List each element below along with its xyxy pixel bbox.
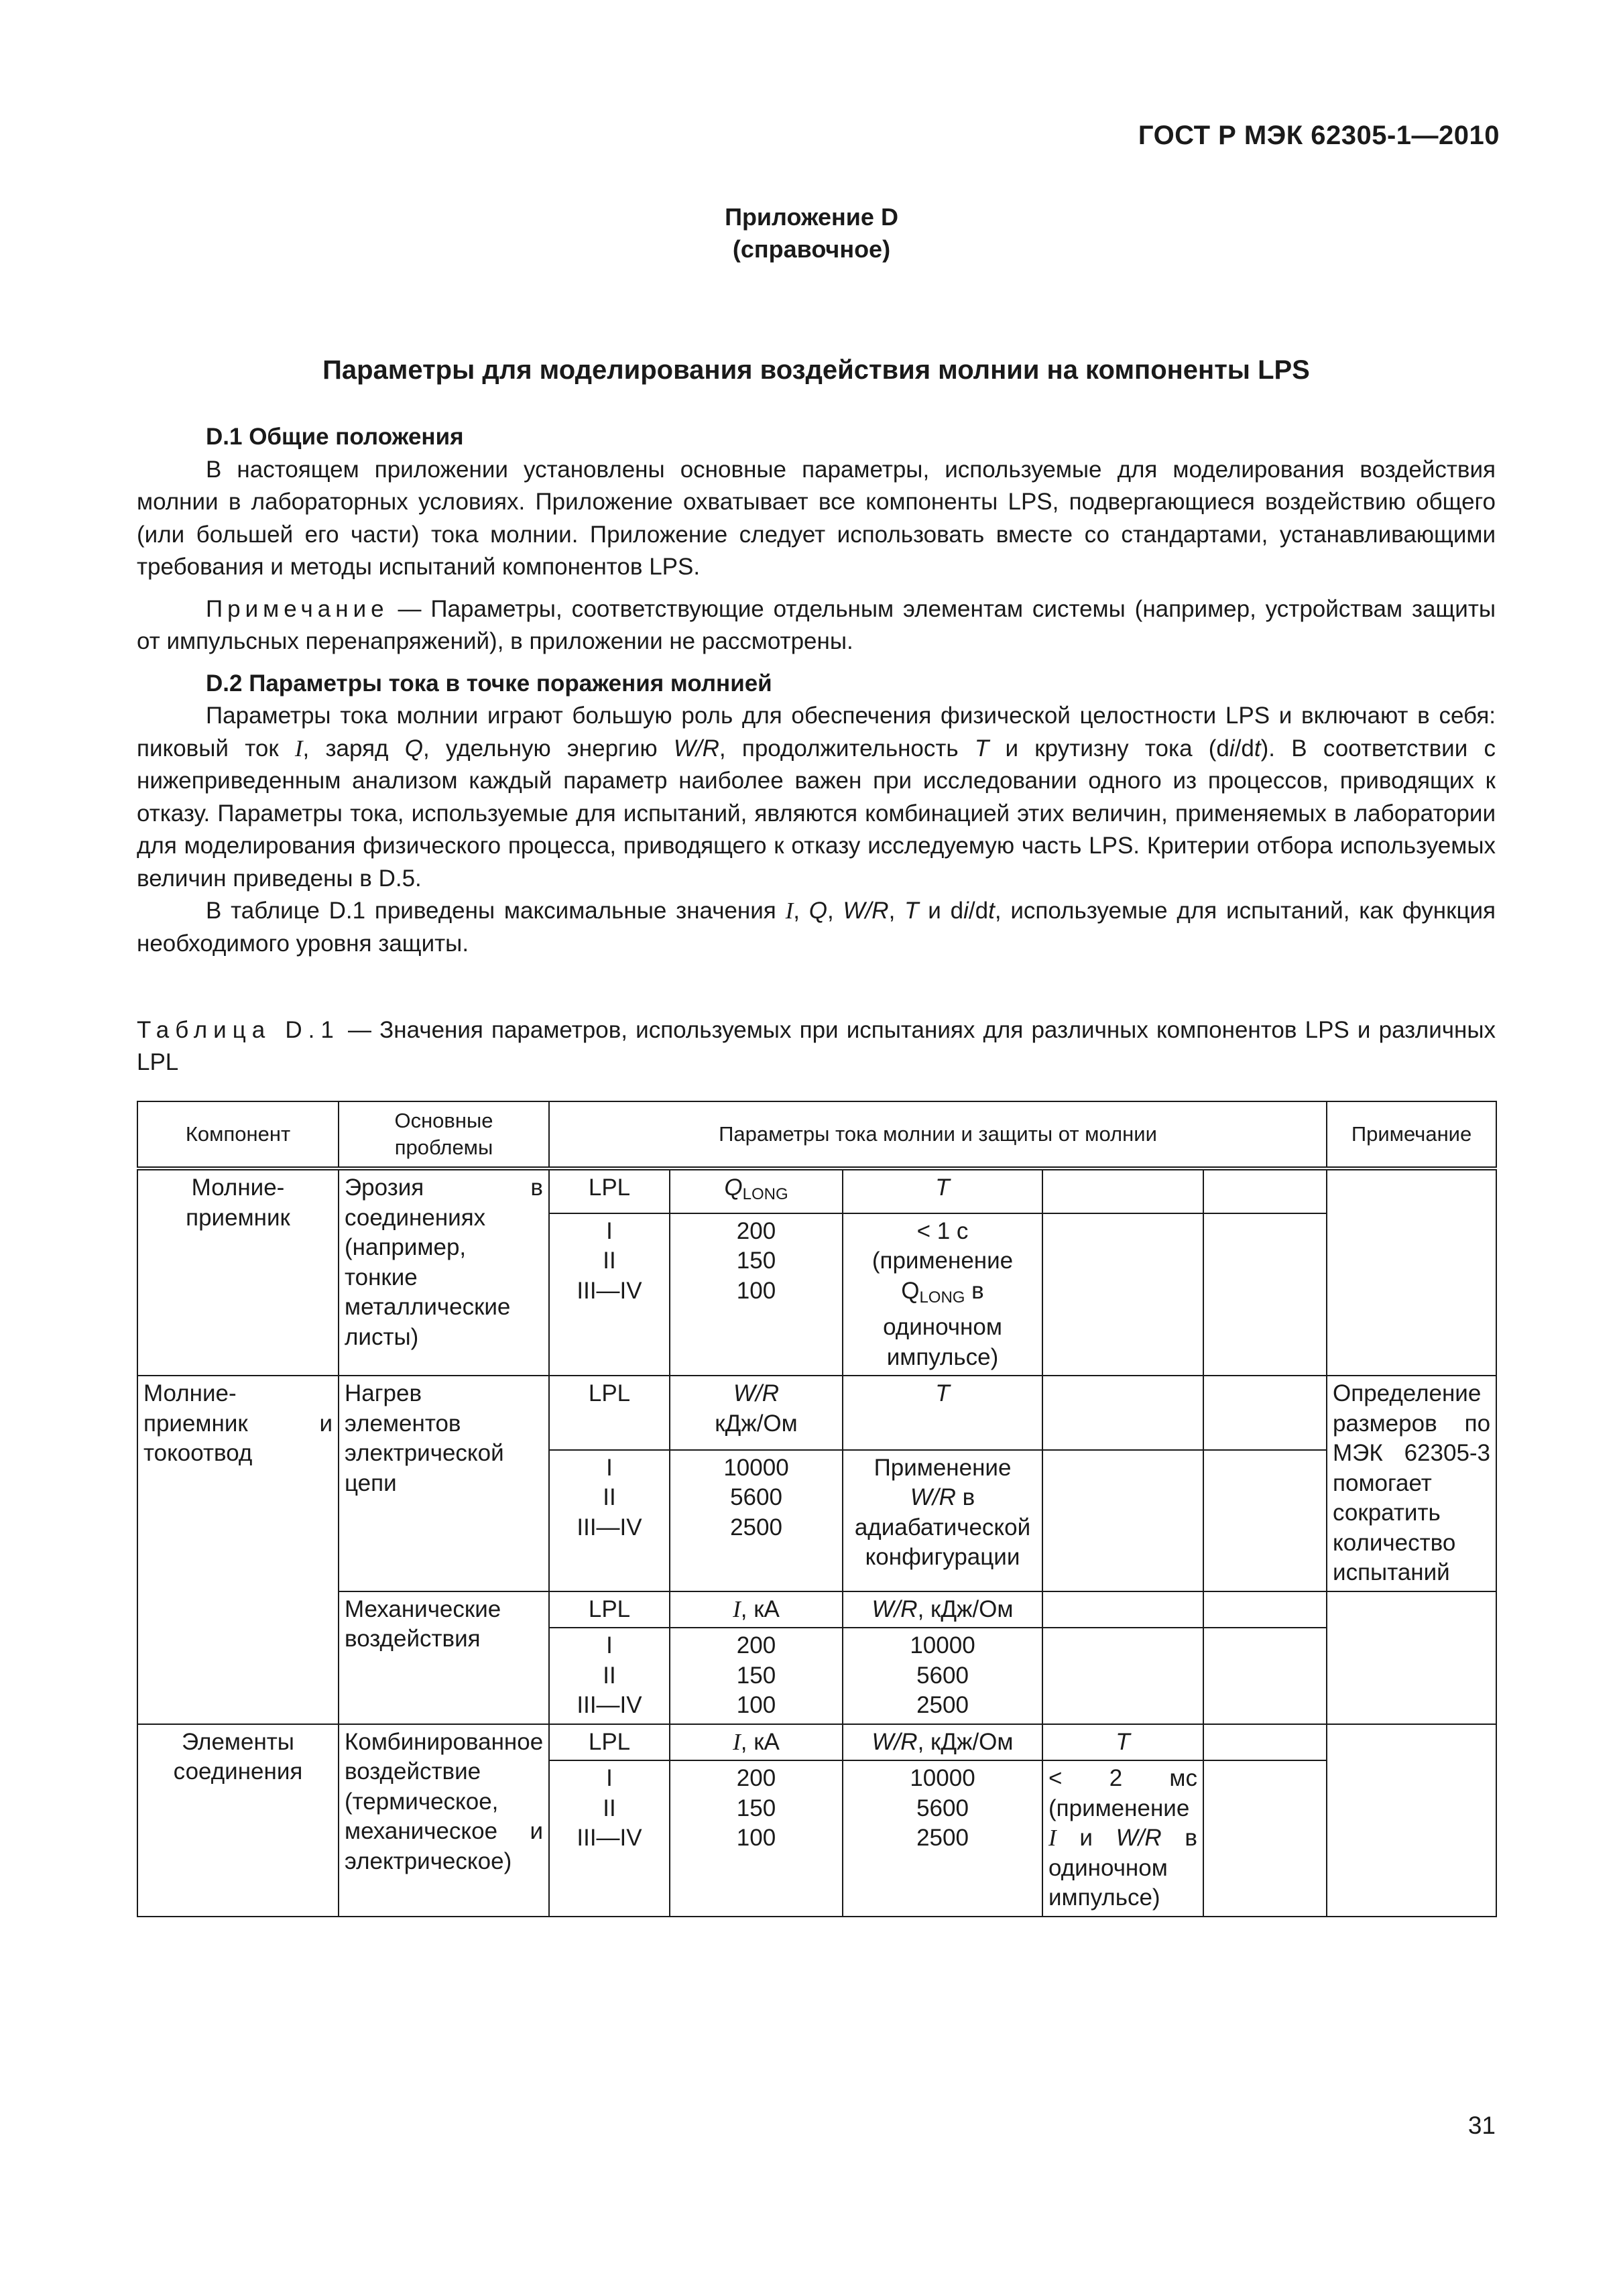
unit: кДж/Ом bbox=[715, 1410, 798, 1437]
header-params: Параметры тока молнии и защиты от молнии bbox=[549, 1101, 1327, 1168]
cell-note bbox=[1327, 1168, 1496, 1376]
appendix-label: Приложение D bbox=[725, 203, 898, 231]
cell-param-header bbox=[843, 1591, 1042, 1628]
cell-values: 10000 5600 2500 bbox=[670, 1450, 843, 1591]
cell-problem: Механические воздействия bbox=[339, 1591, 549, 1724]
cell-note: Определение размеров по МЭК 62305-3 помогает сократить количество испытаний bbox=[1327, 1376, 1496, 1591]
cell-values bbox=[843, 1450, 1042, 1591]
table-row bbox=[137, 1591, 1496, 1628]
subscript: LONG bbox=[919, 1288, 965, 1307]
section-heading-d2: D.2 Параметры тока в точке поражения молнией bbox=[206, 670, 772, 697]
cell-lpl-levels: I II III—IV bbox=[549, 1628, 670, 1724]
header-note: Примечание bbox=[1327, 1101, 1496, 1168]
symbol-di: i bbox=[963, 898, 969, 924]
cell-lpl-label: LPL bbox=[549, 1591, 670, 1628]
cell-values: 200 150 100 bbox=[670, 1628, 843, 1724]
symbol-t: T bbox=[904, 898, 919, 924]
cell-param-header bbox=[670, 1376, 843, 1450]
subscript: LONG bbox=[742, 1185, 788, 1203]
text-run: в одиночном импульсе) bbox=[883, 1277, 1002, 1370]
table-caption bbox=[137, 1014, 1496, 1079]
section-heading-d1: D.1 Общие положения bbox=[206, 424, 464, 450]
table-caption-label: Таблица D.1 bbox=[137, 1017, 340, 1043]
cell-values: 10000 5600 2500 bbox=[843, 1760, 1042, 1917]
unit: , кА bbox=[740, 1728, 780, 1755]
cell-component: Молние-приемник и токоотвод bbox=[137, 1376, 339, 1724]
cell-empty bbox=[1203, 1213, 1327, 1376]
cell-empty bbox=[1203, 1760, 1327, 1917]
appendix-kind: (справочное) bbox=[732, 235, 891, 263]
text-run: , заряд bbox=[302, 735, 405, 762]
unit: , кА bbox=[740, 1595, 780, 1622]
note-paragraph bbox=[137, 593, 1496, 658]
header-component: Компонент bbox=[137, 1101, 339, 1168]
cell-lpl-levels: I II III—IV bbox=[549, 1213, 670, 1376]
header-problems: Основные проблемы bbox=[339, 1101, 549, 1168]
cell-empty bbox=[1042, 1168, 1203, 1213]
paragraph-d1: В настоящем приложении установлены основные параметры, используемые для моделирования воздействия молнии в лабораторных условиях. Приложение охватывает все компоненты LPS, подвергающиеся воздействию общего (или большей его части) тока молнии. Приложение следует использовать вместе со стандартами, устанавливающими требования и методы испытаний компонентов LPS. bbox=[137, 456, 1496, 580]
cell-param-header: T bbox=[843, 1168, 1042, 1213]
text-run: , bbox=[827, 898, 843, 924]
parameters-table bbox=[137, 1101, 1497, 1917]
symbol-wr: W/R bbox=[910, 1484, 956, 1511]
cell-empty bbox=[1203, 1724, 1327, 1761]
text-run: , bbox=[793, 898, 809, 924]
cell-note bbox=[1327, 1591, 1496, 1724]
cell-empty bbox=[1203, 1450, 1327, 1591]
symbol-q: Q bbox=[808, 898, 827, 924]
cell-problem: Нагрев элементов электрической цепи bbox=[339, 1376, 549, 1591]
cell-empty bbox=[1203, 1168, 1327, 1213]
page-number: 31 bbox=[1467, 2112, 1496, 2139]
text-run: в адиабатической конфигурации bbox=[854, 1484, 1031, 1571]
cell-empty bbox=[1042, 1450, 1203, 1591]
text-run: , используемые для испытаний, как функция необходимого уровня защиты. bbox=[137, 898, 1496, 957]
cell-param-header bbox=[843, 1724, 1042, 1761]
cell-lpl-label: LPL bbox=[549, 1724, 670, 1761]
cell-empty bbox=[1203, 1376, 1327, 1450]
symbol-i: I bbox=[733, 1728, 741, 1755]
text-run: Применение bbox=[874, 1454, 1012, 1481]
cell-lpl-levels: I II III—IV bbox=[549, 1760, 670, 1917]
cell-values: 10000 5600 2500 bbox=[843, 1628, 1042, 1724]
cell-param-header bbox=[670, 1724, 843, 1761]
cell-param-header: T bbox=[843, 1376, 1042, 1450]
cell-param-header: T bbox=[1042, 1724, 1203, 1761]
symbol-wr: W/R bbox=[871, 1728, 918, 1755]
symbol-q: Q bbox=[724, 1174, 743, 1201]
table-header-row bbox=[137, 1101, 1496, 1168]
symbol-di: i bbox=[1229, 735, 1235, 762]
text-run: /d bbox=[1234, 735, 1254, 762]
cell-values bbox=[1042, 1760, 1203, 1917]
text-run: < 2 мс (применение bbox=[1048, 1765, 1197, 1821]
symbol-wr: W/R bbox=[1116, 1825, 1162, 1851]
cell-empty bbox=[1203, 1591, 1327, 1628]
cell-param-header bbox=[670, 1168, 843, 1213]
cell-values bbox=[843, 1213, 1042, 1376]
symbol-wr: W/R bbox=[843, 898, 889, 924]
cell-values: 200 150 100 bbox=[670, 1213, 843, 1376]
cell-component: Элементы соединения bbox=[137, 1724, 339, 1917]
note-label: Примечание bbox=[206, 595, 389, 622]
text-run: /d bbox=[968, 898, 989, 924]
cell-component: Молние-приемник bbox=[137, 1168, 339, 1376]
cell-empty bbox=[1042, 1213, 1203, 1376]
paragraph-d2-1 bbox=[137, 700, 1496, 895]
symbol-i: I bbox=[1048, 1825, 1057, 1851]
note-text: — Параметры, соответствующие отдельным элементам системы (например, устройствам защиты от импульсных перенапряжений), в приложении не рассмотрены. bbox=[137, 595, 1496, 654]
text-run: Параметры тока молнии играют большую роль для обеспечения физической целостности LPS и включают в себя: пиковый ток bbox=[137, 703, 1496, 762]
paragraph-d2-2 bbox=[137, 895, 1496, 960]
symbol-i: I bbox=[785, 898, 794, 924]
appendix-title: Параметры для моделирования воздействия молнии на компоненты LPS bbox=[322, 355, 1310, 385]
text-run: в одиночном импульсе) bbox=[1048, 1825, 1197, 1911]
text-run: и bbox=[1056, 1825, 1116, 1851]
text-run: , продолжительность bbox=[719, 735, 975, 762]
symbol-t: T bbox=[974, 735, 989, 762]
unit: , кДж/Ом bbox=[917, 1595, 1014, 1622]
table-caption-text: — Значения параметров, используемых при испытаниях для различных компонентов LPS и различных LPL bbox=[137, 1017, 1496, 1075]
cell-empty bbox=[1203, 1628, 1327, 1724]
symbol-i: I bbox=[733, 1595, 741, 1622]
text-run: В таблице D.1 приведены максимальные значения bbox=[206, 898, 786, 924]
text-run: ). В соответствии с нижеприведенным анализом каждый параметр наиболее важен при исследовании одного из процессов, приводящих к отказу. Параметры тока, используемые для испытаний, являются комбинацией этих величин, применяемых в лаборатории для моделирования физического процесса, приводящего к отказу исследуемую часть LPS. Критерии отбора используемых величин приведены в D.5. bbox=[137, 735, 1496, 892]
table-row bbox=[137, 1724, 1496, 1761]
symbol-wr: W/R bbox=[673, 735, 719, 762]
table-row bbox=[137, 1168, 1496, 1213]
symbol-q: Q bbox=[404, 735, 423, 762]
cell-empty bbox=[1042, 1628, 1203, 1724]
unit: , кДж/Ом bbox=[917, 1728, 1014, 1755]
symbol-wr: W/R bbox=[733, 1380, 780, 1406]
text-run: , bbox=[888, 898, 905, 924]
symbol-dt: t bbox=[988, 898, 995, 924]
cell-empty bbox=[1042, 1376, 1203, 1450]
standard-number: ГОСТ Р МЭК 62305-1—2010 bbox=[1138, 121, 1500, 150]
cell-problem: Эрозия в соединениях (например, тонкие металлические листы) bbox=[339, 1168, 549, 1376]
cell-problem: Комбинированное воздействие (термическое, механическое и электрическое) bbox=[339, 1724, 549, 1917]
cell-empty bbox=[1042, 1591, 1203, 1628]
symbol-dt: t bbox=[1254, 735, 1261, 762]
cell-lpl-label: LPL bbox=[549, 1376, 670, 1450]
cell-lpl-label: LPL bbox=[549, 1168, 670, 1213]
cell-note bbox=[1327, 1724, 1496, 1917]
table-row bbox=[137, 1376, 1496, 1450]
text-run: < 1 с (применение Q bbox=[871, 1217, 1014, 1304]
text-run: и крутизну тока (d bbox=[989, 735, 1229, 762]
text-run: , удельную энергию bbox=[422, 735, 674, 762]
cell-param-header bbox=[670, 1591, 843, 1628]
symbol-wr: W/R bbox=[871, 1595, 918, 1622]
cell-values: 200 150 100 bbox=[670, 1760, 843, 1917]
symbol-i: I bbox=[294, 735, 303, 762]
body-text bbox=[137, 421, 1496, 960]
text-run: и d bbox=[918, 898, 964, 924]
cell-lpl-levels: I II III—IV bbox=[549, 1450, 670, 1591]
